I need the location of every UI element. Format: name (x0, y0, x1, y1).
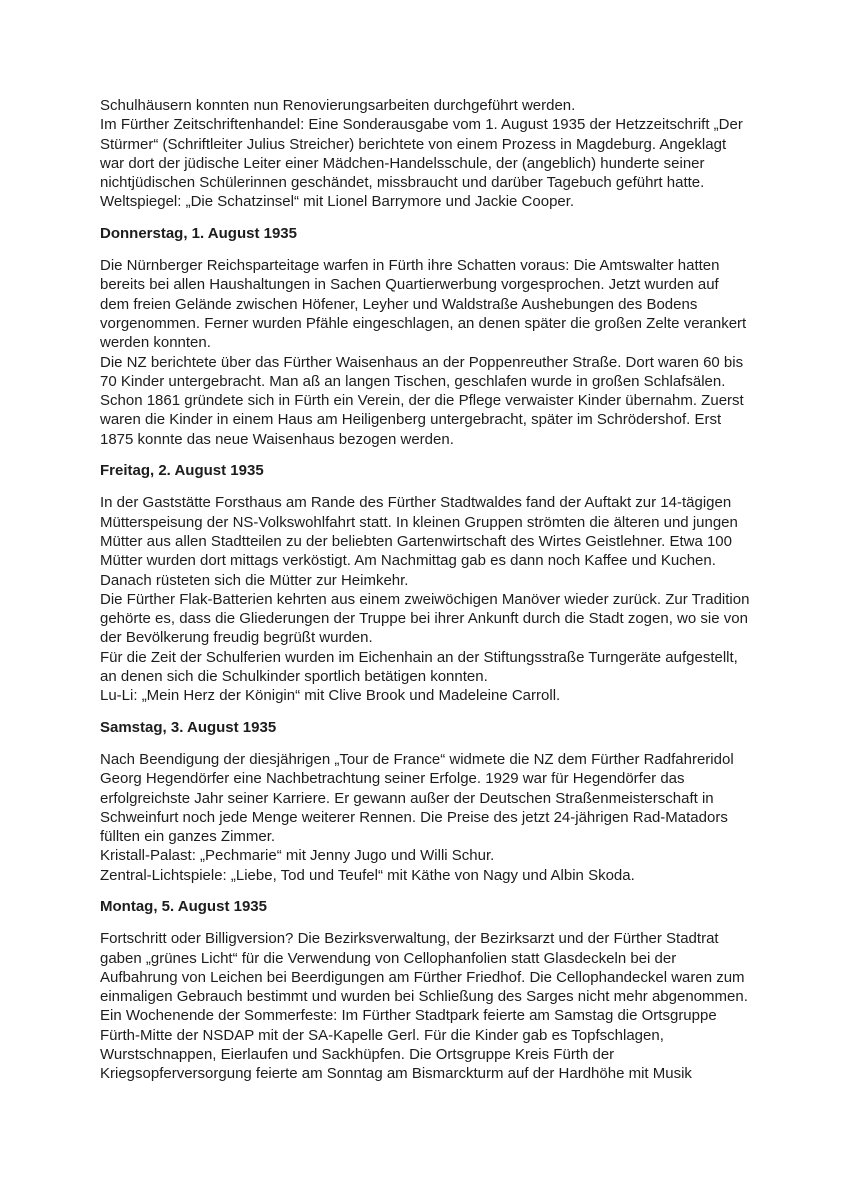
section-heading: Freitag, 2. August 1935 (100, 462, 264, 480)
document-content (100, 96, 750, 1084)
paragraph: Im Fürther Zeitschriftenhandel: Eine Sonderausgabe vom 1. August 1935 der Hetzzeitschrift „Der Stürmer“ (Schriftleiter Julius Streicher) berichtete von einem Prozess in Magdeburg. Angeklagt war dort der jüdische Leiter einer Mädchen-Handelsschule, der (angeblich) hunderte seiner nichtjüdischen Schülerinnen geschändet, missbraucht und darüber Tagebuch geführt hatte. (100, 116, 743, 192)
paragraph: Nach Beendigung der diesjährigen „Tour de France“ widmete die NZ dem Fürther Radfahreridol Georg Hegendörfer eine Nachbetrachtung seiner Erfolge. 1929 war für Hegendörfer das erfolgreichste Jahr seiner Karriere. Er gewann außer der Deutschen Straßenmeisterschaft in Schweinfurt noch jede Menge weiterer Rennen. Die Preise des jetzt 24-jährigen Rad-Matadors füllten ein ganzes Zimmer. (100, 750, 734, 846)
section-heading: Donnerstag, 1. August 1935 (100, 224, 297, 242)
paragraph: Fortschritt oder Billigversion? Die Bezirksverwaltung, der Bezirksarzt und der Fürther Stadtrat gaben „grünes Licht“ für die Verwendung von Cellophanfolien statt Glasdeckeln bei der Aufbahrung von Leichen bei Beerdigungen am Fürther Friedhof. Die Cellophandeckel waren zum einmaligen Gebrauch bestimmt und wurden bei Schließung des Sarges nicht mehr abgenommen. (100, 930, 748, 1006)
paragraph: In der Gaststätte Forsthaus am Rande des Fürther Stadtwaldes fand der Auftakt zur 14-tägigen Mütterspeisung der NS-Volkswohlfahrt statt. In kleinen Gruppen strömten die älteren und jungen Mütter aus allen Stadtteilen zu der beliebten Gartenwirtschaft des Wirtes Geistlehner. Etwa 100 Mütter wurden dort mittags verköstigt. Am Nachmittag gab es dann noch Kaffee und Kuchen. Danach rüsteten sich die Mütter zur Heimkehr. (100, 494, 738, 589)
paragraph: Die Fürther Flak-Batterien kehrten aus einem zweiwöchigen Manöver wieder zurück. Zur Tradition gehörte es, dass die Gliederungen der Truppe bei ihrer Ankunft durch die Stadt zogen, wo sie von der Bevölkerung freudig begrüßt wurden. (100, 590, 750, 647)
paragraph: Ein Wochenende der Sommerfeste: Im Fürther Stadtpark feierte am Samstag die Ortsgruppe Fürth-Mitte der NSDAP mit der SA-Kapelle Gerl. Für die Kinder gab es Topfschlagen, Wurstschnappen, Eierlaufen und Sackhüpfen. Die Ortsgruppe Kreis Fürth der Kriegsopferversorgung feierte am Sonntag am Bismarckturm auf der Hardhöhe mit Musik (100, 1007, 717, 1083)
paragraph: Die NZ berichtete über das Fürther Waisenhaus an der Poppenreuther Straße. Dort waren 60 bis 70 Kinder untergebracht. Man aß an langen Tischen, geschlafen wurde in großen Schlafsälen. Schon 1861 gründete sich in Fürth ein Verein, der die Pflege verwaister Kinder übernahm. Zuerst waren die Kinder in einem Haus am Heiligenberg untergebracht, später im Schrödershof. Erst 1875 konnte das neue Waisenhaus bezogen werden. (100, 353, 744, 448)
paragraph: Die Nürnberger Reichsparteitage warfen in Fürth ihre Schatten voraus: Die Amtswalter hatten bereits bei allen Haushaltungen in Sachen Quartierwerbung vorgesprochen. Jetzt wurden auf dem freien Gelände zwischen Höfener, Leyher und Waldstraße Aushebungen des Bodens vorgenommen. Ferner wurden Pfähle eingeschlagen, an denen später die großen Zelte verankert werden konnten. (100, 257, 747, 352)
section-heading: Montag, 5. August 1935 (100, 897, 267, 915)
paragraph: Weltspiegel: „Die Schatzinsel“ mit Lionel Barrymore und Jackie Cooper. (100, 193, 575, 211)
paragraph: Zentral-Lichtspiele: „Liebe, Tod und Teufel“ mit Käthe von Nagy und Albin Skoda. (100, 866, 635, 884)
paragraph: Schulhäusern konnten nun Renovierungsarbeiten durchgeführt werden. (100, 97, 576, 114)
paragraph: Lu-Li: „Mein Herz der Königin“ mit Clive Brook und Madeleine Carroll. (100, 687, 561, 705)
paragraph: Für die Zeit der Schulferien wurden im Eichenhain an der Stiftungsstraße Turngeräte aufgestellt, an denen sich die Schulkinder sportlich betätigen konnten. (100, 648, 738, 686)
section-heading: Samstag, 3. August 1935 (100, 718, 277, 736)
paragraph: Kristall-Palast: „Pechmarie“ mit Jenny Jugo und Willi Schur. (100, 847, 495, 865)
